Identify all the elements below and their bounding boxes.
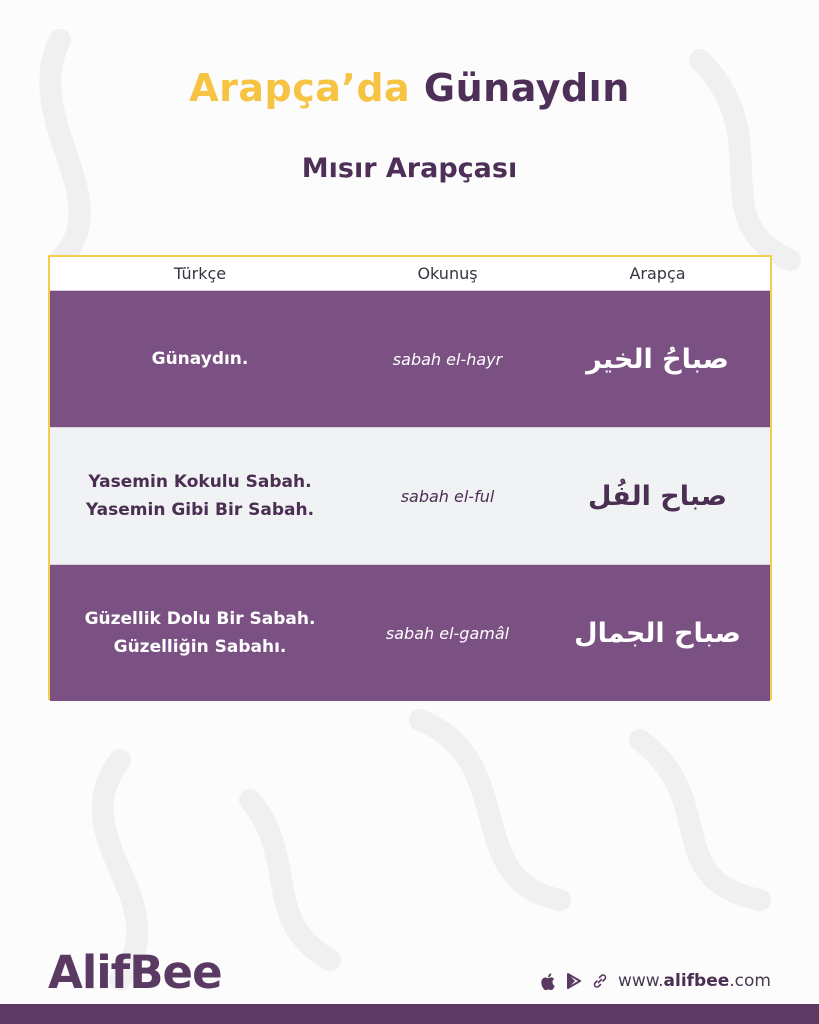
url-domain: alifbee [663,971,730,991]
arabic-cell: صباح الفُل [587,480,728,512]
website-link[interactable] [618,971,771,991]
url-prefix: www. [617,971,664,991]
title-good-morning-word: Günaydın [423,66,630,110]
alifbee-logo: AlifBee [48,946,222,999]
table-row [50,291,770,427]
url-suffix: .com [729,971,771,991]
apple-icon[interactable] [540,972,556,990]
page-subtitle: Mısır Arapçası [301,153,518,184]
column-header-arabic: Arapça [629,264,686,283]
table-header [50,257,770,291]
table-row [50,427,770,565]
turkish-line-1: Yasemin Kokulu Sabah. [88,472,312,492]
turkish-line-2: Yasemin Gibi Bir Sabah. [85,500,315,520]
footer-bar [0,1004,819,1024]
pronunciation-cell: sabah el-ful [400,486,495,506]
pronunciation-cell: sabah el-gamâl [385,623,510,643]
column-header-pronunciation: Okunuş [417,264,478,283]
column-header-turkish: Türkçe [173,264,227,283]
phrases-table [48,255,772,700]
turkish-line-2: Güzelliğin Sabahı. [113,637,287,657]
arabic-cell: صباح الجمال [574,617,741,649]
title-arabic-word: Arapça’da [189,66,411,110]
turkish-cell [50,468,350,524]
arabic-cell: صباحُ الخير [586,343,729,375]
pronunciation-cell: sabah el-hayr [392,349,503,369]
turkish-line-1: Günaydın. [151,349,249,369]
turkish-line-1: Güzellik Dolu Bir Sabah. [84,609,316,629]
turkish-cell [50,345,350,373]
link-icon[interactable] [592,972,608,990]
turkish-cell [50,605,350,661]
page-title [0,66,819,110]
footer-links [540,971,771,991]
play-store-icon[interactable] [566,972,582,990]
table-row [50,565,770,701]
